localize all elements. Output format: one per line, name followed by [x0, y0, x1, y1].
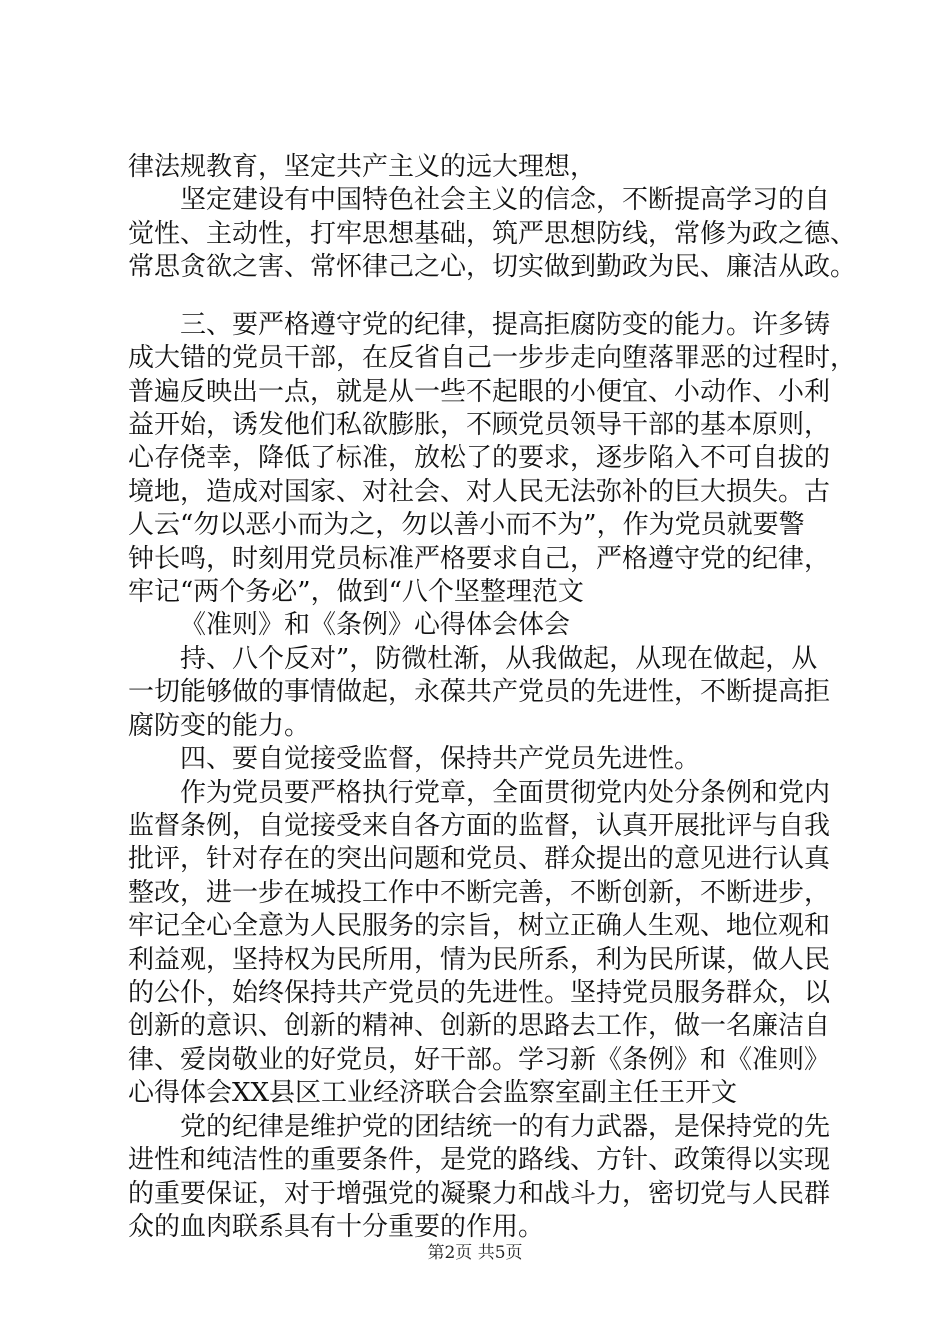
text-line: 三、要严格遵守党的纪律，提高拒腐防变的能力。许多铸 [180, 310, 831, 340]
text-line: 一切能够做的事情做起，永葆共产党员的先进性，不断提高拒 [128, 677, 831, 707]
text-line: 的重要保证，对于增强党的凝聚力和战斗力，密切党与人民群 [128, 1179, 831, 1209]
text-line: 心得体会XX县区工业经济联合会监察室副主任王开文 [128, 1078, 738, 1108]
text-line: 坚定建设有中国特色社会主义的信念，不断提高学习的自 [180, 185, 831, 215]
text-line: 心存侥幸，降低了标准，放松了的要求，逐步陷入不可自拔的 [128, 443, 831, 473]
text-line: 众的血肉联系具有十分重要的作用。 [128, 1212, 545, 1242]
text-line: 批评，针对存在的突出问题和党员、群众提出的意见进行认真 [128, 844, 831, 874]
page-number-footer: 第2页 共5页 [427, 1243, 523, 1263]
text-line: 牢记全心全意为人民服务的宗旨，树立正确人生观、地位观和 [128, 911, 831, 941]
text-line: 牢记“两个务必”，做到“八个坚整理范文 [128, 577, 584, 607]
text-line: 《准则》和《条例》心得体会体会 [180, 610, 571, 640]
text-line: 作为党员要严格执行党章，全面贯彻党内处分条例和党内 [180, 778, 831, 808]
text-line: 持、八个反对”，防微杜渐，从我做起，从现在做起，从 [180, 644, 818, 674]
text-line: 人云“勿以恶小而为之，勿以善小而不为”，作为党员就要警 [128, 510, 805, 540]
text-line: 益开始，诱发他们私欲膨胀，不顾党员领导干部的基本原则， [128, 410, 831, 440]
text-line: 律、爱岗敬业的好党员，好干部。学习新《条例》和《准则》 [128, 1045, 831, 1075]
text-line: 觉性、主动性，打牢思想基础，筑严思想防线，常修为政之德、 [128, 219, 857, 249]
text-line: 创新的意识、创新的精神、创新的思路去工作，做一名廉洁自 [128, 1011, 831, 1041]
text-line: 利益观，坚持权为民所用，情为民所系，利为民所谋，做人民 [128, 945, 831, 975]
text-line: 党的纪律是维护党的团结统一的有力武器，是保持党的先 [180, 1112, 831, 1142]
text-line: 钟长鸣，时刻用党员标准严格要求自己，严格遵守党的纪律， [128, 544, 831, 574]
text-line: 监督条例，自觉接受来自各方面的监督，认真开展批评与自我 [128, 811, 831, 841]
text-line: 的公仆，始终保持共产党员的先进性。坚持党员服务群众，以 [128, 978, 831, 1008]
text-line: 成大错的党员干部，在反省自己一步步走向堕落罪恶的过程时， [128, 343, 857, 373]
text-line: 律法规教育，坚定共产主义的远大理想， [128, 152, 597, 182]
text-line: 普遍反映出一点，就是从一些不起眼的小便宜、小动作、小利 [128, 377, 831, 407]
text-line: 四、要自觉接受监督，保持共产党员先进性。 [180, 744, 701, 774]
text-line: 进性和纯洁性的重要条件，是党的路线、方针、政策得以实现 [128, 1145, 831, 1175]
text-line: 常思贪欲之害、常怀律己之心，切实做到勤政为民、廉洁从政。 [128, 252, 857, 282]
text-line: 整改，进一步在城投工作中不断完善，不断创新，不断进步， [128, 878, 831, 908]
text-line: 境地，造成对国家、对社会、对人民无法弥补的巨大损失。古 [128, 477, 831, 507]
text-line: 腐防变的能力。 [128, 711, 311, 741]
